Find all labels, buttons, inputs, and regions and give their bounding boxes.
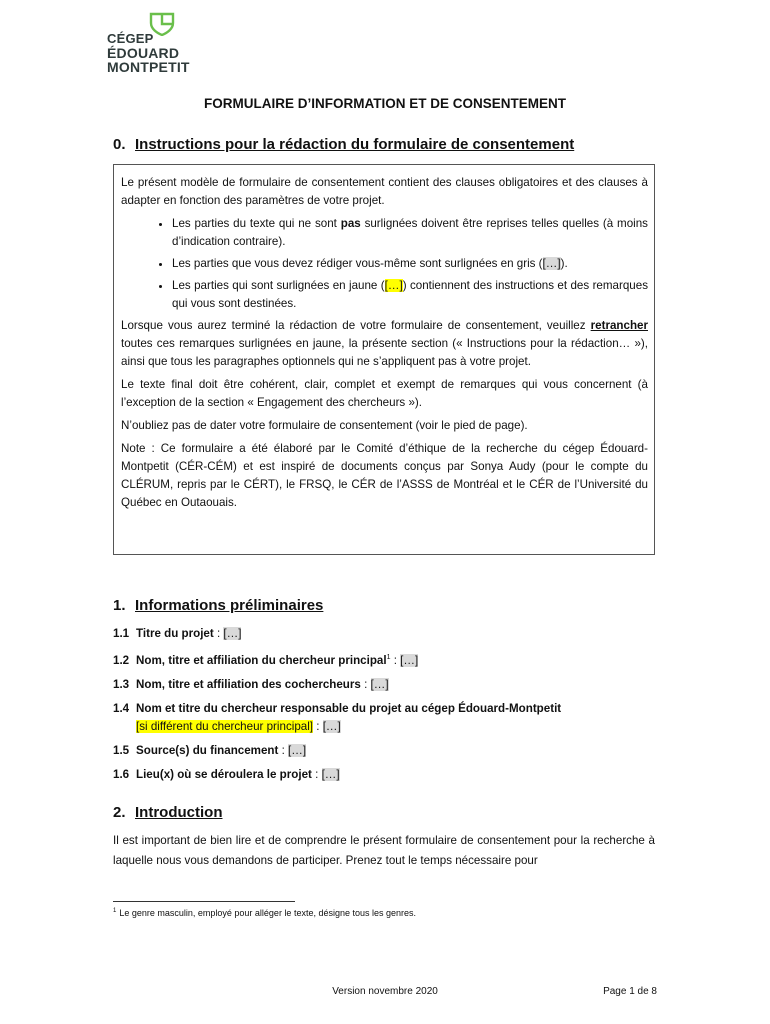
section-1-title: Informations préliminaires: [135, 597, 324, 614]
instructions-list: [121, 215, 648, 313]
info-item-1-5: 1.5 Source(s) du financement : […]: [113, 743, 307, 757]
field-placeholder[interactable]: […]: [370, 677, 389, 691]
section-2-title: Introduction: [135, 804, 223, 821]
logo-line-1: CÉGEP: [107, 31, 154, 46]
field-placeholder[interactable]: […]: [321, 767, 340, 781]
field-placeholder[interactable]: […]: [400, 653, 419, 667]
field-placeholder[interactable]: […]: [223, 627, 242, 640]
section-0-number: 0.: [113, 136, 126, 153]
instructions-note: Note : Ce formulaire a été élaboré par le Comité d’éthique de la recherche du cégep Édouard-Montpetit (CÉR-CÉM) et est inspiré de documents conçus par Sonya Audy (pour le compte du CLÉRUM, repris par le CÉRT), le FRSQ, le CÉR de l’ASSS de Montréal et le CÉR de l’Université du Québec en Outaouais.: [121, 442, 648, 509]
section-0-title: Instructions pour la rédaction du formulaire de consentement: [135, 136, 575, 153]
info-item-1-6: 1.6 Lieu(x) où se déroulera le projet : […]: [113, 767, 340, 781]
section-2-number: 2.: [113, 804, 126, 821]
instructions-paragraph-1: Lorsque vous aurez terminé la rédaction de votre formulaire de consentement, veuillez retrancher toutes ces remarques surlignées en jaune, la présente section (« Instructions pour la rédaction… »), ainsi que tous les paragraphes optionnels qui ne s’appliquent pas à votre projet.: [121, 319, 648, 368]
introduction-text: Il est important de bien lire et de comprendre le présent formulaire de consentement pour la recherche à laquelle nous vous demandons de participer. Prenez tout le temps nécessaire pour: [113, 834, 655, 867]
instructions-paragraph-2: Le texte final doit être cohérent, clair, complet et exempt de remarques qui vous concernent (à l’exception de la section « Engagement des chercheurs »).: [121, 378, 648, 409]
instruction-bullet-2: • Les parties que vous devez rédiger vous-même sont surlignées en gris ([…]).: [172, 255, 648, 273]
document-title: FORMULAIRE D’INFORMATION ET DE CONSENTEMENT: [204, 96, 566, 111]
info-item-1-4: 1.4 Nom et titre du chercheur responsable du projet au cégep Édouard-Montpetit [si différent du chercheur principal] : […]: [113, 701, 562, 733]
yellow-highlight-sample: […]: [384, 279, 403, 292]
instructions-intro: Le présent modèle de formulaire de consentement contient des clauses obligatoires et des clauses à adapter en fonction des paramètres de votre projet.: [121, 176, 648, 207]
instruction-bullet-1: • Les parties du texte qui ne sont pas surlignées doivent être reprises telles quelles (à moins d’indication contraire).: [172, 215, 648, 251]
instruction-bullet-3: • Les parties qui sont surlignées en jaune ([…]) contiennent des instructions et des remarques qui vous sont destinées.: [172, 277, 648, 313]
footnote-ref: 1: [386, 654, 391, 661]
section-1-number: 1.: [113, 597, 126, 614]
gray-highlight-sample: […]: [542, 257, 561, 270]
info-item-1-3: 1.3 Nom, titre et affiliation des cochercheurs : […]: [113, 677, 389, 691]
logo-line-2: ÉDOUARD: [107, 45, 180, 61]
instructions-box: [113, 164, 655, 555]
cegep-logo: [107, 12, 197, 76]
footnote: $^1$ Le genre masculin, employé pour alléger le texte, désigne tous les genres.: [113, 908, 417, 918]
logo-line-3: MONTPETIT: [107, 59, 190, 75]
instruction-note: [si différent du chercheur principal]: [136, 719, 314, 733]
preliminary-info-list: [113, 625, 655, 790]
instructions-paragraph-3: N’oubliez pas de dater votre formulaire de consentement (voir le pied de page).: [121, 419, 528, 432]
field-placeholder[interactable]: […]: [322, 719, 341, 733]
info-item-1-1: 1.1 Titre du projet : […]: [113, 627, 242, 640]
field-placeholder[interactable]: […]: [288, 743, 307, 757]
section-1-heading: [113, 597, 323, 614]
footer-version: Version novembre 2020: [332, 986, 438, 997]
footer-page-number: Page 1 de 8: [603, 986, 657, 997]
section-2-heading: [113, 804, 222, 821]
section-0-heading: [113, 136, 574, 153]
footnote-divider: [113, 901, 295, 902]
info-item-1-2: 1.2 Nom, titre et affiliation du chercheur principal$^1$ : […]: [113, 653, 419, 667]
